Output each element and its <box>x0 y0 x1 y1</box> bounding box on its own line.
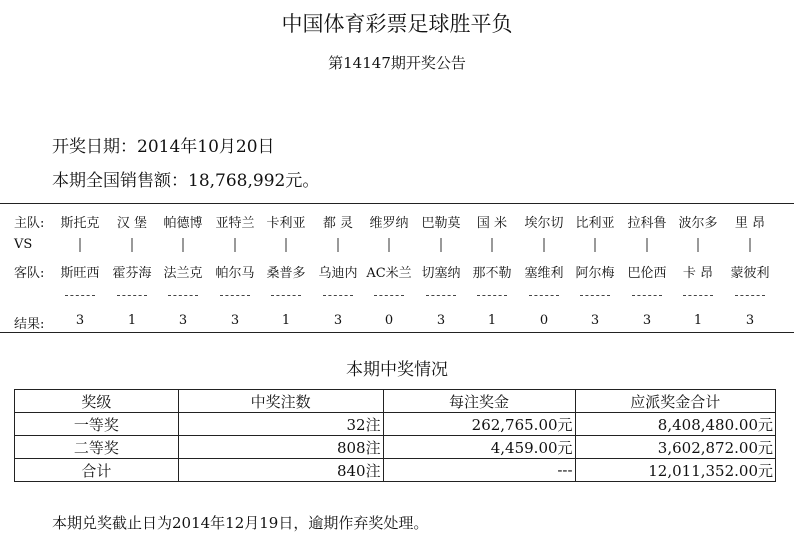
per-bet-prize: 4,459.00元 <box>383 436 575 459</box>
vs-row-label: VS <box>14 237 33 252</box>
prize-header-row <box>15 390 776 413</box>
draw-date: 开奖日期：2014年10月20日 <box>52 137 275 157</box>
away-team: 桑普多 <box>266 266 306 281</box>
home-team: 比利亚 <box>575 216 615 231</box>
away-team: 塞维利 <box>524 266 564 281</box>
table-row <box>15 436 776 459</box>
dash-line <box>168 295 198 296</box>
home-team: 国 米 <box>476 216 508 231</box>
away-team: 卡 昂 <box>682 266 714 281</box>
page-title: 中国体育彩票足球胜平负 <box>281 12 513 36</box>
away-team: 乌迪内 <box>318 266 358 281</box>
separator-bar <box>389 238 390 252</box>
separator-bar <box>595 238 596 252</box>
prize-level: 一等奖 <box>15 413 179 436</box>
away-team: 切塞纳 <box>421 266 461 281</box>
separator-bar <box>647 238 648 252</box>
prize-level: 合计 <box>15 459 179 482</box>
table-row <box>15 413 776 436</box>
total-prize: 12,011,352.00元 <box>575 459 775 482</box>
home-team: 维罗纳 <box>369 216 409 231</box>
dash-line <box>735 295 765 296</box>
total-prize: 3,602,872.00元 <box>575 436 775 459</box>
per-bet-prize: 262,765.00元 <box>383 413 575 436</box>
grid-bottom-line <box>0 332 794 333</box>
expiry-note: 本期兑奖截止日为2014年12月19日，逾期作弃奖处理。 <box>52 514 429 532</box>
away-team: 法兰克 <box>163 266 203 281</box>
home-team: 都 灵 <box>322 216 354 231</box>
away-team: 阿尔梅 <box>575 266 615 281</box>
separator-bar <box>338 238 339 252</box>
separator-bar <box>544 238 545 252</box>
match-result: 1 <box>127 313 137 328</box>
away-team: 斯旺西 <box>60 266 100 281</box>
header-total: 应派奖金合计 <box>575 390 775 413</box>
match-result: 0 <box>539 313 549 328</box>
sales-amount: 本期全国销售额：18,768,992元。 <box>52 171 320 191</box>
home-team: 巴勒莫 <box>421 216 461 231</box>
grid-top-line <box>0 203 794 204</box>
separator-bar <box>286 238 287 252</box>
separator-bar <box>183 238 184 252</box>
per-bet-prize: --- <box>383 459 575 482</box>
match-result: 3 <box>333 313 343 328</box>
header-count: 中奖注数 <box>178 390 383 413</box>
header-per-bet: 每注奖金 <box>383 390 575 413</box>
prize-table <box>14 389 776 482</box>
match-result: 0 <box>384 313 394 328</box>
winner-count: 808注 <box>178 436 383 459</box>
away-team: AC米兰 <box>366 266 412 281</box>
winner-count: 840注 <box>178 459 383 482</box>
dash-line <box>220 295 250 296</box>
separator-bar <box>80 238 81 252</box>
match-result: 3 <box>745 313 755 328</box>
dash-line <box>632 295 662 296</box>
dash-line <box>374 295 404 296</box>
home-team: 帕德博 <box>163 216 203 231</box>
away-row-label: 客队: <box>14 266 45 281</box>
home-team: 埃尔切 <box>524 216 564 231</box>
header-level: 奖级 <box>15 390 179 413</box>
dash-line <box>271 295 301 296</box>
prize-level: 二等奖 <box>15 436 179 459</box>
home-team: 卡利亚 <box>266 216 306 231</box>
home-team: 波尔多 <box>678 216 718 231</box>
total-prize: 8,408,480.00元 <box>575 413 775 436</box>
match-result: 1 <box>487 313 497 328</box>
away-team: 巴伦西 <box>627 266 667 281</box>
separator-bar <box>750 238 751 252</box>
separator-bar <box>492 238 493 252</box>
away-team: 帕尔马 <box>215 266 255 281</box>
match-result: 3 <box>230 313 240 328</box>
separator-bar <box>698 238 699 252</box>
match-result: 3 <box>436 313 446 328</box>
separator-bar <box>441 238 442 252</box>
home-row-label: 主队: <box>14 216 45 231</box>
dash-line <box>117 295 147 296</box>
draw-number: 第14147期开奖公告 <box>328 54 466 72</box>
table-row <box>15 459 776 482</box>
dash-line <box>529 295 559 296</box>
separator-bar <box>235 238 236 252</box>
home-team: 斯托克 <box>60 216 100 231</box>
home-team: 亚特兰 <box>215 216 255 231</box>
away-team: 那不勒 <box>472 266 512 281</box>
match-result: 1 <box>281 313 291 328</box>
match-result: 3 <box>178 313 188 328</box>
match-result: 3 <box>590 313 600 328</box>
prize-section-title: 本期中奖情况 <box>346 360 448 380</box>
match-result: 1 <box>693 313 703 328</box>
home-team: 拉科鲁 <box>627 216 667 231</box>
winner-count: 32注 <box>178 413 383 436</box>
separator-bar <box>132 238 133 252</box>
dash-line <box>477 295 507 296</box>
match-result: 3 <box>642 313 652 328</box>
result-row-label: 结果: <box>14 317 45 332</box>
away-team: 蒙彼利 <box>730 266 770 281</box>
dash-line <box>426 295 456 296</box>
dash-line <box>683 295 713 296</box>
match-result: 3 <box>75 313 85 328</box>
dash-line <box>580 295 610 296</box>
match-grid <box>0 203 794 333</box>
away-team: 霍芬海 <box>112 266 152 281</box>
dash-line <box>323 295 353 296</box>
home-team: 里 昂 <box>734 216 766 231</box>
home-team: 汉 堡 <box>116 216 148 231</box>
dash-line <box>65 295 95 296</box>
